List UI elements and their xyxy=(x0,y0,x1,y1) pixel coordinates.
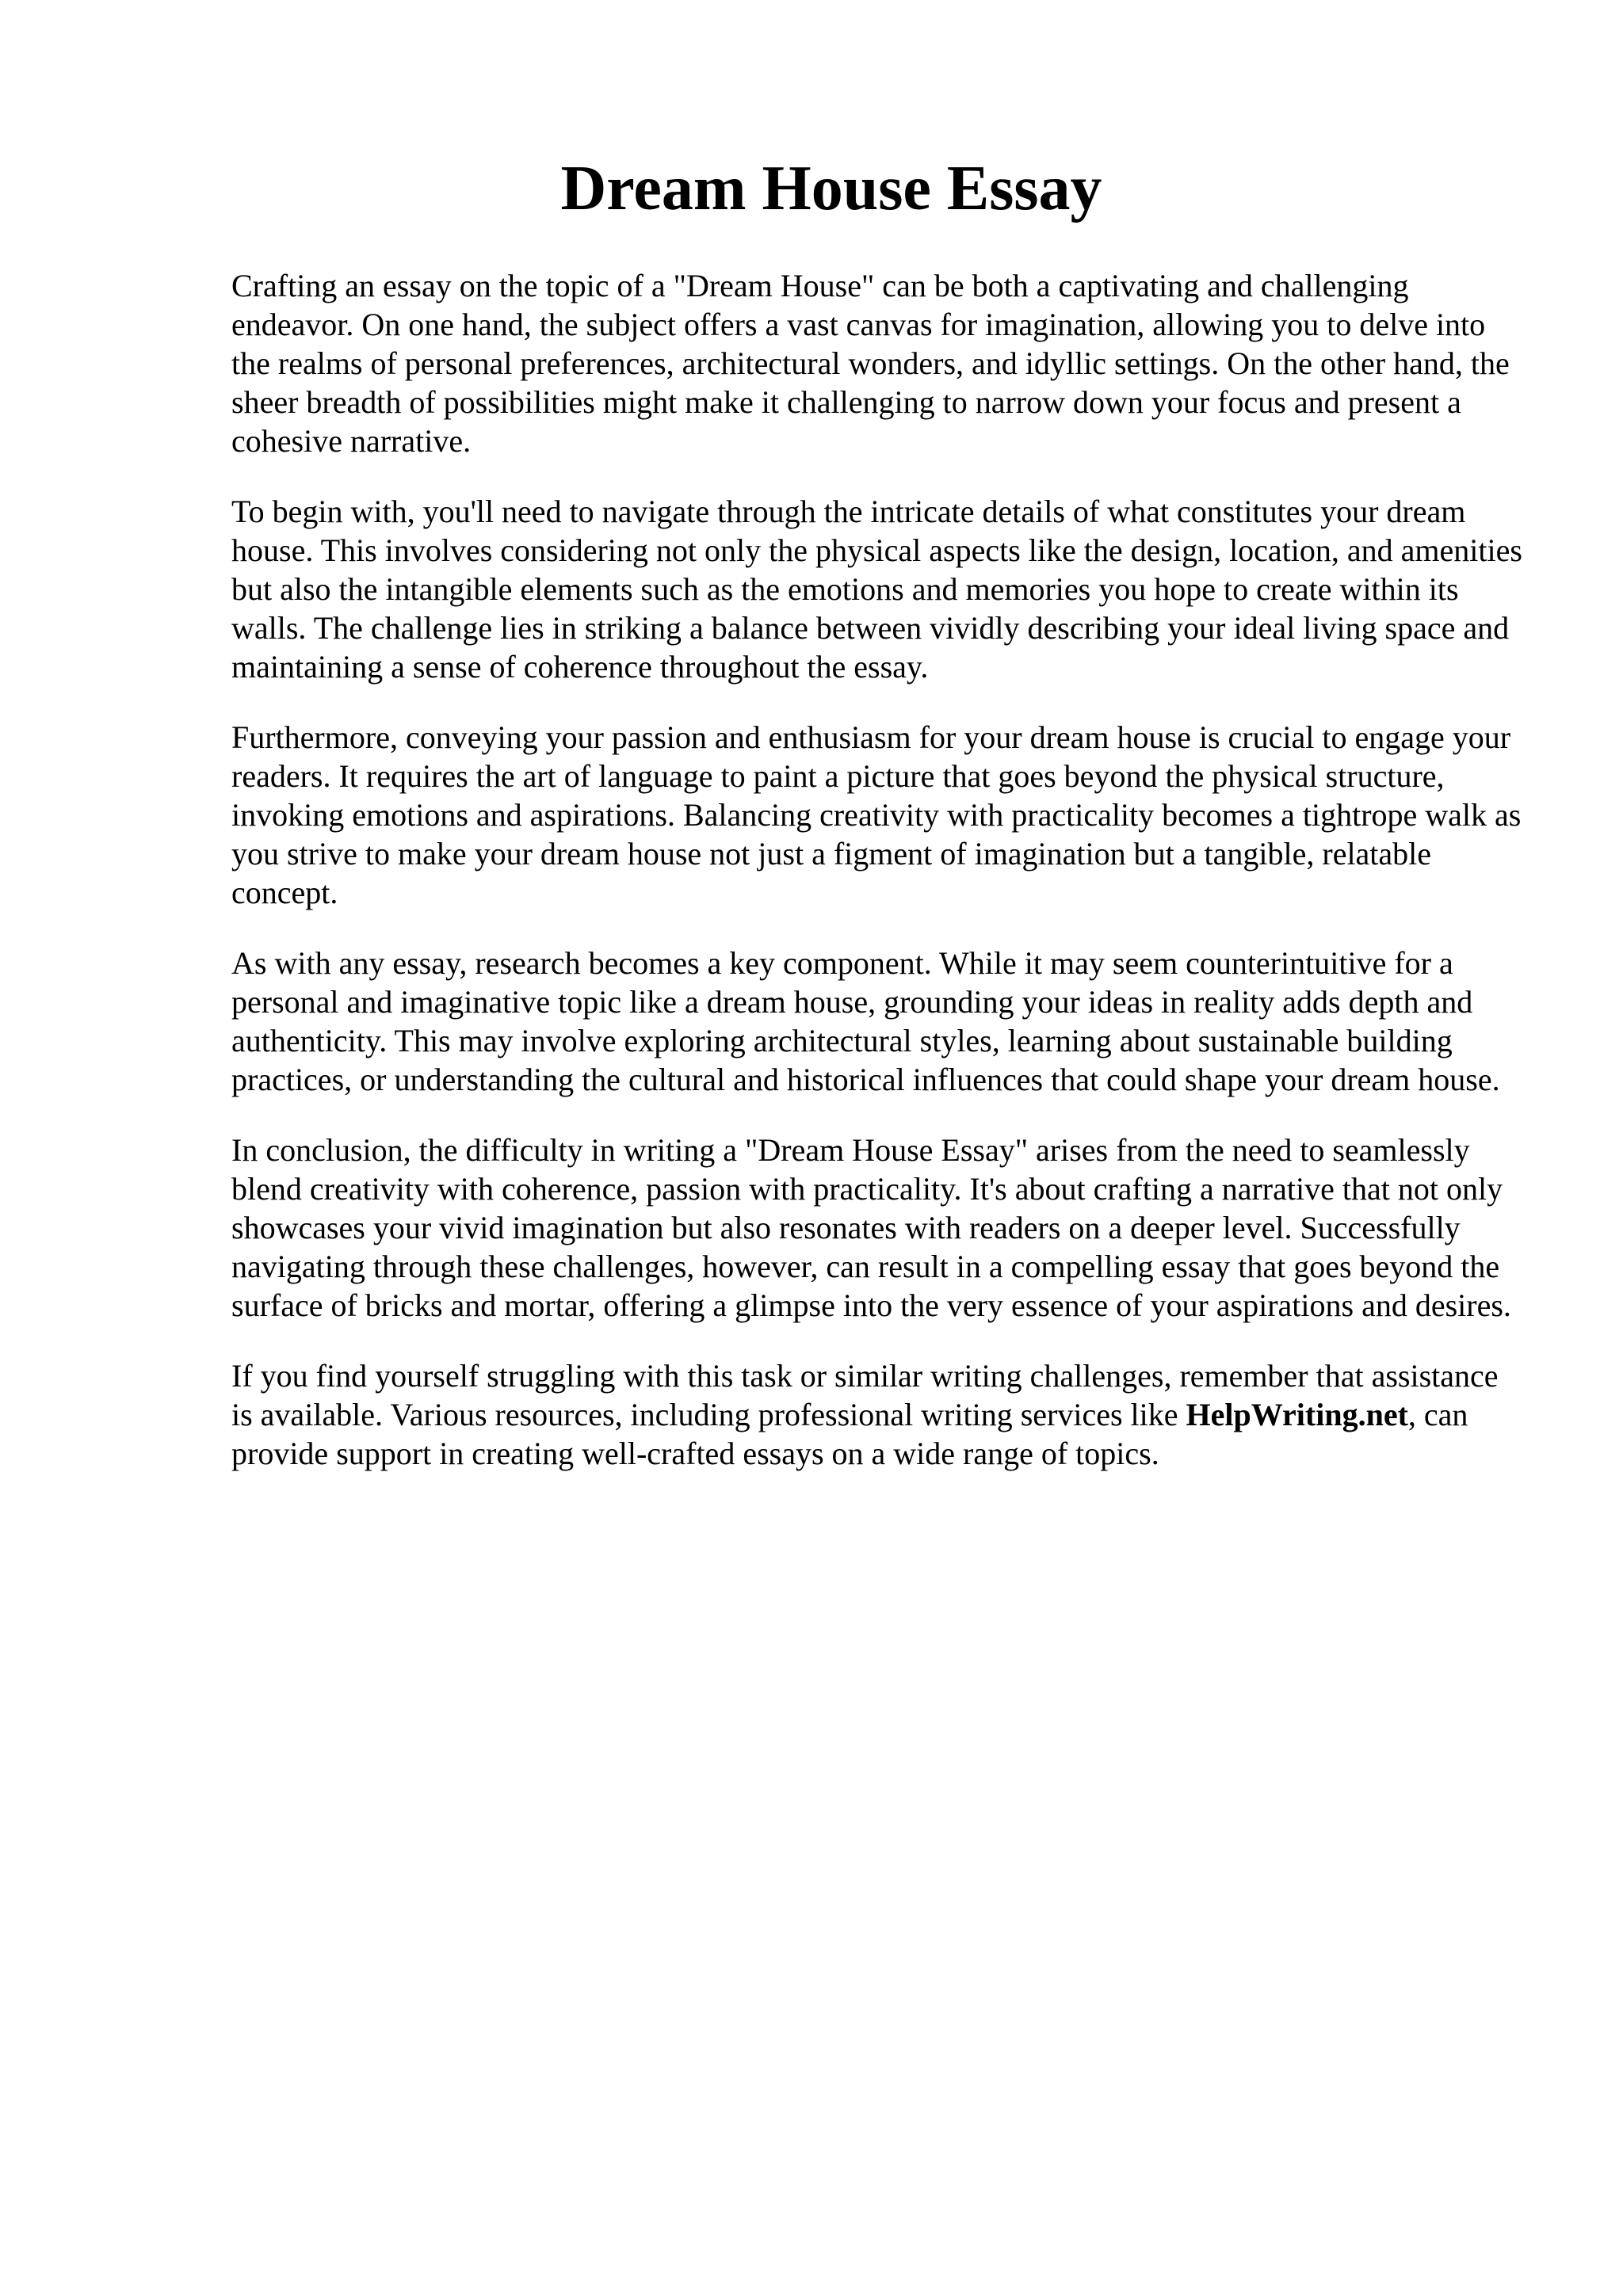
closing-text-after: , can provide support in creating well-crafted essays on a wide range of topics. xyxy=(231,1397,1468,1471)
document-title: Dream House Essay xyxy=(560,154,1102,223)
paragraph-details: To begin with, you'll need to navigate through the intricate details of what constitutes your dream house. This involves considering not only the physical aspects like the design, location, and amenities but also the intangible elements such as the emotions and memories you hope to create within its walls. The challenge lies in striking a balance between vividly describing your ideal living space and maintaining a sense of coherence throughout the essay. xyxy=(231,494,1522,685)
paragraph-closing xyxy=(231,1356,1523,1473)
paragraph-conclusion: In conclusion, the difficulty in writing a "Dream House Essay" arises from the need to seamlessly blend creativity with coherence, passion with practicality. It's about crafting a narrative that not only showcases your vivid imagination but also resonates with readers on a deeper level. Successfully navigating through these challenges, however, can result in a compelling essay that goes beyond the surface of bricks and mortar, offering a glimpse into the very essence of your aspirations and desires. xyxy=(231,1132,1511,1323)
paragraph-passion: Furthermore, conveying your passion and enthusiasm for your dream house is crucial to engage your readers. It requires the art of language to paint a picture that goes beyond the physical structure, invoking emotions and aspirations. Balancing creativity with practicality becomes a tightrope walk as you strive to make your dream house not just a figment of imagination but a tangible, relatable concept. xyxy=(231,719,1522,910)
document-body xyxy=(231,266,1523,1505)
paragraph-research: As with any essay, research becomes a key component. While it may seem counterintuitive for a personal and imaginative topic like a dream house, grounding your ideas in reality adds depth and authenticity. This may involve exploring architectural styles, learning about sustainable building practices, or understanding the cultural and historical influences that could shape your dream house. xyxy=(231,945,1500,1097)
closing-text-before: If you find yourself struggling with this task or similar writing challenges, remember that assistance is available. Various resources, including professional writing services like xyxy=(231,1358,1499,1432)
brand-name: HelpWriting.net xyxy=(1186,1397,1408,1432)
paragraph-intro: Crafting an essay on the topic of a "Dream House" can be both a captivating and challenging endeavor. On one hand, the subject offers a vast canvas for imagination, allowing you to delve into the realms of personal preferences, architectural wonders, and idyllic settings. On the other hand, the sheer breadth of possibilities might make it challenging to narrow down your focus and present a cohesive narrative. xyxy=(231,268,1510,459)
